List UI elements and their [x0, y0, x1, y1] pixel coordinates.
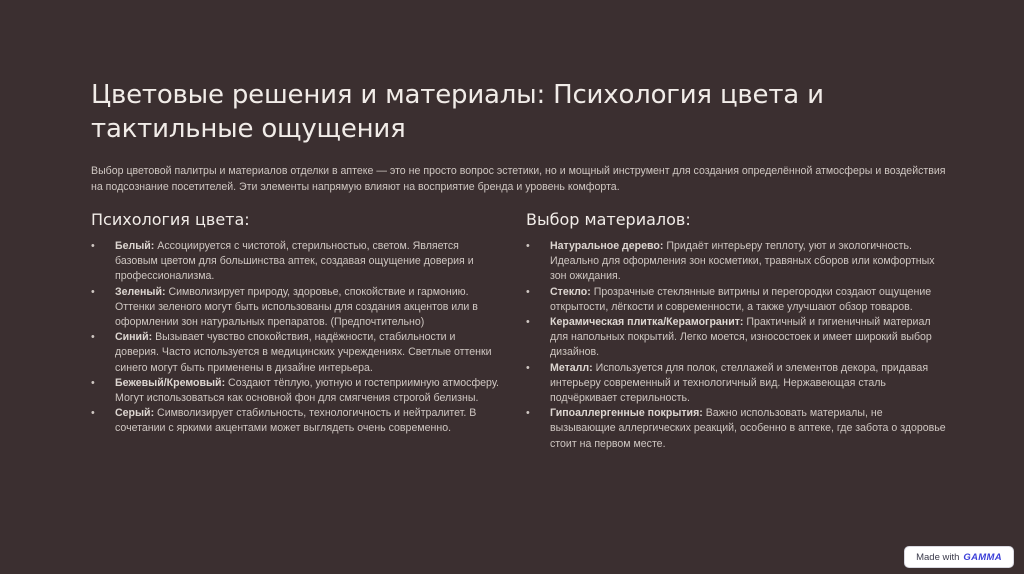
- list-item-beige: [91, 376, 501, 406]
- item-term: Металл:: [550, 361, 593, 374]
- item-term: Керамическая плитка/Керамогранит:: [550, 316, 744, 329]
- item-text: Создают тёплую, уютную и гостеприимную атмосферу. Могут использоваться как основной фон для смягчения строгой белизны.: [115, 376, 499, 405]
- item-term: Белый:: [115, 240, 155, 252]
- item-term: Бежевый/Кремовый:: [115, 376, 226, 389]
- bullet-icon: •: [91, 407, 95, 420]
- bullet-icon: •: [526, 361, 530, 374]
- list-item-white: [91, 239, 501, 285]
- item-text: Используется для полок, стеллажей и элементов декора, придавая интерьеру современный и технологичный вид. Нержавеющая сталь подчёркивает стерильность.: [550, 361, 929, 405]
- color-psychology-section: [91, 210, 501, 437]
- list-item-green: [91, 285, 501, 331]
- badge-prefix: Made with: [916, 551, 960, 563]
- item-text: Практичный и гигиеничный материал для напольных покрытий. Легко моется, износостоек и имеет широкий выбор дизайнов.: [550, 316, 932, 359]
- list-item-glass: [526, 285, 951, 315]
- item-text: Прозрачные стеклянные витрины и перегородки создают ощущение открытости, лёгкости и современности, а также улучшают обзор товаров.: [550, 285, 932, 313]
- color-psychology-heading: Психология цвета:: [91, 210, 250, 229]
- item-term: Гипоаллергенные покрытия:: [550, 407, 703, 420]
- item-term: Натуральное дерево:: [550, 240, 664, 252]
- list-item-blue: [91, 330, 501, 376]
- item-text: Важно использовать материалы, не вызывающие аллергических реакций, особенно в аптеке, где забота о здоровье стоит на первом месте.: [550, 407, 946, 450]
- intro-paragraph: Выбор цветовой палитры и материалов отделки в аптеке — это не просто вопрос эстетики, но и мощный инструмент для создания определённой атмосферы и воздействия на подсознание посетителей. Эти элементы напрямую влияют на восприятие бренда и уровень комфорта.: [91, 165, 946, 193]
- item-term: Серый:: [115, 407, 155, 420]
- made-with-gamma-badge[interactable]: [904, 546, 1014, 568]
- bullet-icon: •: [91, 331, 95, 344]
- list-item-gray: [91, 406, 501, 436]
- bullet-icon: •: [526, 285, 530, 298]
- list-item-wood: [526, 239, 951, 285]
- item-term: Синий:: [115, 331, 153, 344]
- materials-section: [526, 210, 951, 452]
- bullet-icon: •: [91, 285, 95, 298]
- color-psychology-list: [91, 239, 501, 437]
- list-item-metal: [526, 361, 951, 407]
- item-text: Символизирует природу, здоровье, спокойствие и гармонию. Оттенки зеленого могут быть использованы для создания акцентов или в оформлении зон натуральных препаратов. (Предпочтительно): [115, 285, 478, 329]
- bullet-icon: •: [91, 376, 95, 389]
- item-text: Ассоциируется с чистотой, стерильностью, светом. Является базовым цветом для большинства аптек, создавая ощущение доверия и профессионализма.: [115, 240, 474, 283]
- bullet-icon: •: [91, 240, 95, 252]
- bullet-icon: •: [526, 240, 530, 252]
- materials-heading: Выбор материалов:: [526, 210, 691, 229]
- gamma-logo: GAMMA: [963, 551, 1002, 563]
- item-text: Вызывает чувство спокойствия, надёжности, стабильности и доверия. Часто используется в медицинских учреждениях. Светлые оттенки синего могут быть применены в дизайне интерьера.: [115, 331, 492, 374]
- item-term: Зеленый:: [115, 285, 166, 298]
- bullet-icon: •: [526, 316, 530, 329]
- item-text: Символизирует стабильность, технологичность и нейтралитет. В сочетании с яркими акцентами может выглядеть очень современно.: [115, 407, 477, 435]
- item-text: Придаёт интерьеру теплоту, уют и экологичность. Идеально для оформления зон косметики, травяных сборов или комфортных зон ожидания.: [550, 240, 935, 283]
- list-item-ceramic: [526, 315, 951, 361]
- bullet-icon: •: [526, 407, 530, 420]
- materials-list: [526, 239, 951, 452]
- list-item-hypoallergenic: [526, 406, 951, 452]
- item-term: Стекло:: [550, 285, 591, 298]
- slide-title: Цветовые решения и материалы: Психология цвета и тактильные ощущения: [91, 80, 824, 144]
